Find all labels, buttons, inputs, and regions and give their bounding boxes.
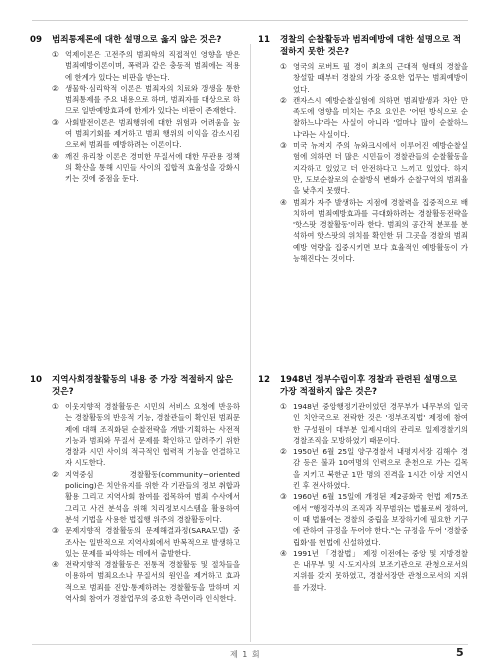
- option-mark: ①: [52, 50, 59, 59]
- option-text: 사회발전이론은 범죄행위에 대한 위험과 어려움을 높여 범죄기회를 제거하고 범죄 행위의 이익을 감소시킴으로써 범죄를 예방하려는 이론이다.: [65, 117, 240, 150]
- option[interactable]: [52, 559, 240, 604]
- option-text: 이웃지향적 경찰활동은 시민의 서비스 요청에 반응하는 경찰활동의 반응적 기능, 경찰관들이 확인된 범죄문제에 대해 조직화된 순찰전략을 개발·기획하는 사전적 기능과 범죄와 무질서 문제를 확인하고 알려주기 위한 경찰과 시민 사이의 적극적인 협력적 기능을 연결하고자 시도한다.: [65, 402, 240, 468]
- option[interactable]: [52, 83, 240, 117]
- question-prompt: 지역사회경찰활동의 내용 중 가장 적절하지 않은 것은?: [52, 375, 233, 397]
- column-divider: [250, 44, 251, 642]
- question-prompt: 경찰의 순찰활동과 범죄예방에 대한 설명으로 적절하지 못한 것은?: [280, 35, 461, 57]
- option-mark: ③: [280, 492, 287, 502]
- page-footer: [0, 644, 500, 664]
- option-mark: ①: [280, 62, 287, 71]
- option[interactable]: [280, 197, 468, 265]
- option-text: 지역중심 경찰활동(community−oriented policing)은 치안유지를 위한 각 기관들의 정보 취합과 활용 그리고 지역사회 참여를 접목하여 범죄 수사에서 그리고 사건 분석을 위해 치리정보시스템을 활용하여 분석 기법을 사용한 법집행 위주의 경찰활동이다.: [65, 469, 240, 524]
- question-number: 10: [30, 375, 42, 385]
- option-text: 1960년 6월 15일에 개정된 제2공화국 헌법 제75조에서 "행정각부의 조직과 직무범위는 법률로써 정하여, 이 때 법률에는 경찰의 중립을 보장하기에 필요한 기구에 관하여 규정을 두어야 한다."는 규정을 두어 '경찰중립화'를 헌법에 신설하였다.: [293, 492, 468, 547]
- option[interactable]: [280, 491, 468, 547]
- option-text: 전략지향적 경찰활동은 전통적 경찰활동 및 절차들을 이용하여 범죄요소나 무질서의 원인을 제거하고 효과적으로 범죄를 진압·통제하려는 경찰활동을 말하며 지역사회 참여가 경찰업무의 중요한 측면이라 인식한다.: [65, 560, 240, 604]
- question-prompt: 1948년 정부수립이후 경찰과 관련된 설명으로 가장 적절하지 않은 것은?: [280, 375, 458, 397]
- option-text: 범죄가 자주 발생하는 지점에 경찰력을 집중적으로 배치하여 범죄예방효과를 극대화하려는 경찰활동전략을 '핫스팟 경찰활동'이라 한다. 범죄의 공간적 분포를 분석하여 핫스팟의 위치를 확인한 뒤 그곳을 경찰의 범죄예방 역량을 집중시키면 보다 효율적인 예방활동이 가능해진다는 것이다.: [293, 197, 468, 264]
- question-number: 09: [30, 35, 42, 45]
- option-mark: ④: [52, 151, 59, 161]
- question-11: [258, 34, 468, 264]
- option-text: 1991년 「경찰법」 제정 이전에는 중앙 및 지방경찰은 내무부 및 시·도지사의 보조기관으로 관청으로서의 지위를 갖지 못하였고, 경찰서장만 관청으로서의 지위를 가졌다.: [293, 548, 468, 592]
- option-mark: ④: [280, 548, 287, 558]
- page-number: 5: [456, 646, 464, 659]
- question-header: [30, 374, 240, 398]
- option-mark: ②: [52, 469, 59, 479]
- option[interactable]: [52, 525, 240, 559]
- option-text: 문제지향적 경찰활동의 문제해결과정(SARA모델) 중 조사는 일반적으로 지역사회에서 반복적으로 발생하고 있는 문제를 파악하는 데에서 출발한다.: [65, 526, 240, 558]
- option[interactable]: [52, 469, 240, 525]
- option-mark: ①: [280, 402, 287, 411]
- option[interactable]: [52, 49, 240, 83]
- option[interactable]: [280, 401, 468, 446]
- option-list: [52, 49, 240, 185]
- option-text: 1950년 6월 25일 양구경찰서 내평지서장 김해수 경감 등은 불과 10여명의 인력으로 춘천으로 가는 길목을 지키고 북한군 1만 명의 진격을 1시간 이상 지연시킨 후 전사하였다.: [293, 447, 468, 491]
- option-text: 억제이론은 고전주의 범죄학의 직접적인 영향을 받은 범죄예방이론이며, 폭력과 같은 충동적 범죄에는 적용에 한계가 있다는 비판을 받는다.: [65, 50, 240, 82]
- footer-rule: [32, 644, 468, 645]
- option-mark: ②: [280, 447, 287, 457]
- option[interactable]: [280, 548, 468, 593]
- option[interactable]: [280, 95, 468, 140]
- option-mark: ②: [280, 95, 287, 105]
- question-10: [30, 374, 240, 604]
- question-12: [258, 374, 468, 593]
- option[interactable]: [52, 151, 240, 185]
- question-header: [258, 34, 468, 58]
- question-number: 11: [258, 35, 270, 45]
- top-rule: [32, 20, 468, 31]
- question-header: [258, 374, 468, 398]
- option-text: 캔자스시 예방순찰실험에 의하면 범죄발생과 차안 만족도에 영향을 미치는 주요 요인은 '어떤 방식으로 순찰하느냐'라는 사실이 아니라 '얼마나 많이 순찰하느냐'라는 사실이다.: [293, 95, 468, 139]
- option[interactable]: [280, 446, 468, 491]
- question-header: [30, 34, 240, 46]
- question-prompt: 범죄통제론에 대한 설명으로 옳지 않은 것은?: [52, 35, 222, 45]
- option-mark: ③: [280, 141, 287, 151]
- option-text: 생물학·심리학적 이론은 범죄자의 치료와 갱생을 통한 범죄통제를 주요 내용으로 하며, 범죄자를 대상으로 하므로 일반예방효과에 한계가 있다는 비판이 존재한다.: [65, 83, 240, 116]
- option-list: [280, 401, 468, 593]
- question-09: [30, 34, 240, 185]
- option-mark: ④: [280, 197, 287, 207]
- option-list: [52, 401, 240, 604]
- option[interactable]: [280, 61, 468, 95]
- option-mark: ②: [52, 83, 59, 93]
- option-text: 1948년 중앙행정기관이었던 경무부가 내무부의 일국인 치안국으로 전락한 것은 '정부조직법' 제정에 참여한 구성원이 대부분 일제시대의 관리로 일제경찰기의 경찰조직을 모방하였기 때문이다.: [293, 402, 468, 445]
- question-number: 12: [258, 375, 270, 385]
- exam-round-label: 제 1 회: [230, 650, 261, 659]
- option-mark: ③: [52, 117, 59, 127]
- option-text: 영국의 로버트 필 경이 최초의 근대적 형태의 경찰을 창설할 때부터 경찰의 가장 중요한 업무는 범죄예방이었다.: [293, 62, 468, 94]
- option[interactable]: [52, 117, 240, 151]
- option[interactable]: [52, 401, 240, 469]
- option-mark: ④: [52, 560, 59, 570]
- option[interactable]: [280, 140, 468, 196]
- option-text: 미국 뉴저지 주의 뉴와크시에서 이루어진 예방순찰실험에 의하면 더 많은 시민들이 경찰관들의 순찰활동을 지각하고 있었고 더 안전하다고 느끼고 있었다. 하지만, 도보순찰로의 순찰방식 변화가 순찰구역의 범죄율을 낮추지 못했다.: [293, 141, 468, 196]
- option-text: 깨진 유리창 이론은 경미한 무질서에 대한 무관용 정책의 확산을 통해 시민들 사이의 집합적 효율성을 강화시키는 것에 중점을 둔다.: [65, 151, 240, 184]
- option-list: [280, 61, 468, 264]
- option-mark: ③: [52, 526, 59, 536]
- option-mark: ①: [52, 402, 59, 411]
